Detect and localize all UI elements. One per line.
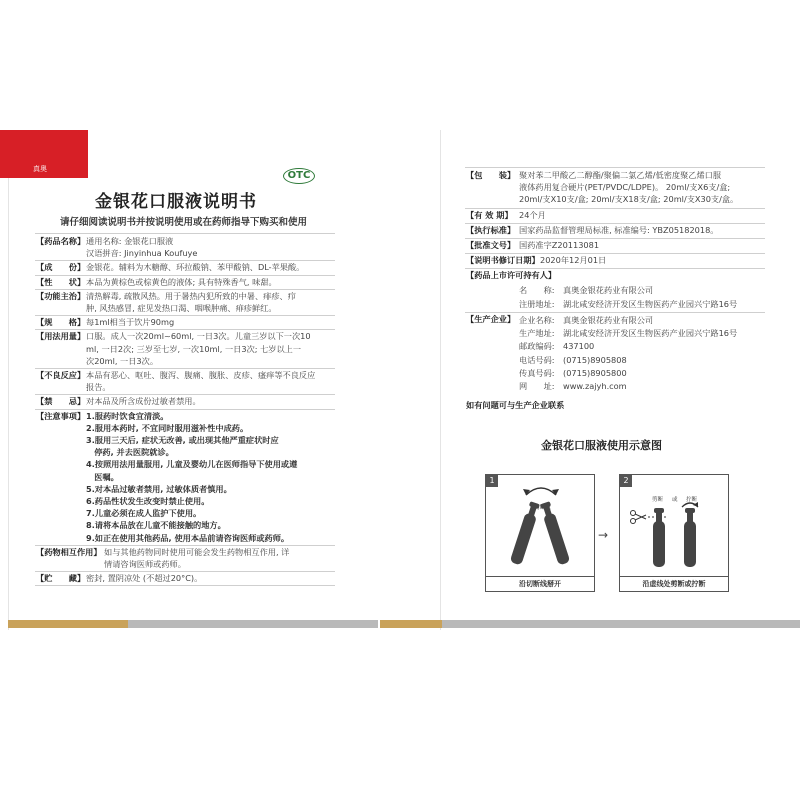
- step1-number: 1: [486, 475, 498, 487]
- field-value-line: 报告。: [86, 382, 111, 393]
- field-label: 【不良反应】: [36, 370, 86, 380]
- interaction-line: 情请咨询医师或药师。: [104, 559, 186, 569]
- divider: [35, 329, 335, 330]
- precaution-line: 2.服用本药时, 不宜同时服用滋补性中成药。: [86, 422, 249, 433]
- field-value-line: 金银花。辅料为木糖醇、环拉酸钠、苯甲酸钠、DL-苹果酸。: [86, 262, 305, 273]
- manufacturer-value: (0715)8905808: [563, 354, 627, 365]
- field-value-line: ml, 一日2次; 三岁至七岁, 一次10ml, 一日3次; 七岁以上一: [86, 343, 302, 354]
- step2-caption: 沿虚线处剪断或拧断: [620, 576, 728, 591]
- field-value-line: 本品有恶心、呕吐、腹泻、腹痛、腹胀、皮疹、瘙痒等不良反应: [86, 370, 316, 380]
- manufacturer-key: 电话号码:: [519, 354, 555, 365]
- precaution-line: 9.如正在使用其他药品, 使用本品前请咨询医师或药师。: [86, 532, 290, 543]
- field-label: 【药品名称】: [36, 236, 86, 246]
- divider: [35, 368, 335, 369]
- field-label: 【成 份】: [36, 262, 86, 273]
- divider: [35, 233, 335, 234]
- divider: [35, 275, 335, 276]
- divider: [465, 238, 765, 239]
- field-value-line: 通用名称: 金银花口服液: [86, 236, 174, 246]
- storage-line: 密封, 置阴凉处 (不超过20°C)。: [86, 573, 203, 584]
- scissors-icon: [631, 511, 647, 524]
- precaution-line: 1.服药时饮食宜清淡。: [86, 410, 169, 421]
- divider: [35, 585, 335, 586]
- divider: [35, 545, 335, 546]
- precaution-line: 7.儿童必须在成人监护下使用。: [86, 508, 202, 519]
- precaution-line: 停药, 并去医院就诊。: [86, 447, 174, 458]
- gray-bar-left: [128, 620, 378, 628]
- divider: [465, 253, 765, 254]
- field-label: 【功能主治】: [36, 290, 86, 301]
- right-field-value-line: 国药准字Z20113081: [519, 240, 600, 250]
- right-field-label: 【批准文号】: [466, 240, 516, 250]
- gold-bar-mid: [380, 620, 442, 628]
- field-label: 【用法用量】: [36, 331, 86, 342]
- divider: [35, 571, 335, 572]
- divider: [465, 208, 765, 209]
- right-field-label: 【有 效 期】: [466, 209, 513, 220]
- right-field-value-line: 液体药用复合硬片(PET/PVDC/LDPE)。 20ml/支X6支/盒;: [519, 182, 731, 193]
- gray-bar-right: [442, 620, 800, 628]
- holder-label: 【药品上市许可持有人】: [466, 270, 557, 281]
- brand-logo-text: 真奥: [33, 165, 47, 173]
- or-label: 或: [672, 497, 678, 503]
- step1-caption: 沿切断线掰开: [486, 576, 594, 591]
- divider: [35, 315, 335, 316]
- page-title: 金银花口服液说明书: [95, 192, 257, 212]
- interaction-label: 【药物相互作用】: [36, 546, 102, 557]
- precaution-line: 5.对本品过敏者禁用, 过敏体质者慎用。: [86, 483, 232, 494]
- field-value-line: 对本品及所含成份过敏者禁用。: [86, 396, 201, 407]
- right-field-value-line: 聚对苯二甲酸乙二醇酯/聚偏二氯乙烯/低密度聚乙烯口服: [519, 170, 722, 180]
- divider: [35, 394, 335, 395]
- field-value-line: 次20ml, 一日3次。: [86, 355, 159, 366]
- diagram-title: 金银花口服液使用示意图: [541, 439, 662, 452]
- interaction-line: 如与其他药物同时使用可能会发生药物相互作用, 详: [104, 546, 290, 557]
- right-field-value-line: 2020年12月01日: [540, 255, 607, 266]
- right-field-value-line: 20ml/支X10支/盒; 20ml/支X18支/盒; 20ml/支X30支/盒。: [519, 194, 739, 205]
- manufacturer-key: 网 址:: [519, 381, 555, 391]
- page-subtitle: 请仔细阅读说明书并按说明使用或在药师指导下购买和使用: [60, 217, 308, 228]
- holder-value: 真奥金银花药业有限公司: [563, 284, 654, 295]
- manufacturer-key: 传真号码:: [519, 367, 555, 378]
- field-value-line: 本品为黄棕色或棕黄色的液体; 具有特殊香气, 味甜。: [86, 276, 277, 287]
- divider: [35, 260, 335, 261]
- manufacturer-key: 邮政编码:: [519, 341, 555, 352]
- precaution-line: 8.请将本品放在儿童不能接触的地方。: [86, 520, 226, 531]
- precaution-line: 医嘱。: [86, 471, 119, 482]
- field-label: 【规 格】: [36, 317, 86, 328]
- precaution-line: 6.药品性状发生改变时禁止使用。: [86, 496, 210, 506]
- field-value-line: 口服。成人一次20ml~60ml, 一日3次。儿童三岁以下一次10: [86, 331, 311, 342]
- right-field-value-line: 24个月: [519, 209, 546, 220]
- precaution-line: 3.服用三天后, 症状无改善, 或出现其他严重症状时应: [86, 435, 279, 445]
- manufacturer-value: www.zajyh.com: [563, 381, 627, 391]
- manufacturer-key: 生产地址:: [519, 328, 555, 339]
- precaution-line: 4.按照用法用量服用, 儿童及婴幼儿在医师指导下使用或遵: [86, 459, 298, 470]
- twist-label: 拧断: [686, 497, 698, 503]
- contact-note: 如有问题可与生产企业联系: [466, 400, 565, 410]
- step1-panel: [485, 474, 595, 592]
- storage-label: 【贮 藏】: [36, 573, 86, 584]
- step1-illustration: [486, 475, 594, 575]
- manufacturer-key: 企业名称:: [519, 315, 555, 325]
- precautions-label: 【注意事项】: [36, 410, 86, 421]
- holder-value: 湖北咸安经济开发区生物医药产业园兴宁路16号: [563, 298, 738, 309]
- divider: [465, 268, 765, 269]
- step2-panel: [619, 474, 729, 592]
- step2-number: 2: [620, 475, 632, 487]
- manufacturer-value: 湖北咸安经济开发区生物医药产业园兴宁路16号: [563, 328, 738, 339]
- step2-illustration: [620, 475, 728, 575]
- divider: [465, 167, 765, 168]
- divider: [465, 312, 765, 313]
- field-value-line: 肿, 风热感冒, 症见发热口渴、咽喉肿痛、痱疹鲜红。: [86, 303, 277, 313]
- holder-key: 注册地址:: [519, 298, 555, 309]
- cut-label: 剪断: [652, 497, 664, 503]
- otc-badge: OTC: [283, 168, 315, 184]
- divider: [35, 289, 335, 290]
- field-label: 【性 状】: [36, 276, 86, 287]
- arrow-icon: →: [598, 528, 609, 542]
- divider: [35, 409, 335, 410]
- field-value-line: 汉语拼音: Jinyinhua Koufuye: [86, 248, 198, 259]
- manufacturer-label: 【生产企业】: [466, 314, 516, 324]
- right-field-label: 【包 装】: [466, 170, 516, 180]
- right-field-value-line: 国家药品监督管理局标准, 标准编号: YBZ05182018。: [519, 224, 719, 235]
- right-field-label: 【执行标准】: [466, 224, 516, 235]
- right-field-label: 【说明书修订日期】: [466, 255, 540, 266]
- manufacturer-value: (0715)8905800: [563, 367, 627, 378]
- field-label: 【禁 忌】: [36, 396, 86, 407]
- manufacturer-value: 真奥金银花药业有限公司: [563, 315, 654, 325]
- manufacturer-value: 437100: [563, 341, 595, 352]
- field-value-line: 每1ml相当于饮片90mg: [86, 317, 175, 328]
- field-value-line: 清热解毒, 疏散风热。用于暑热内犯所致的中暑、痱疹、疖: [86, 290, 296, 301]
- gold-bar-left: [8, 620, 128, 628]
- divider: [465, 223, 765, 224]
- holder-key: 名 称:: [519, 284, 555, 295]
